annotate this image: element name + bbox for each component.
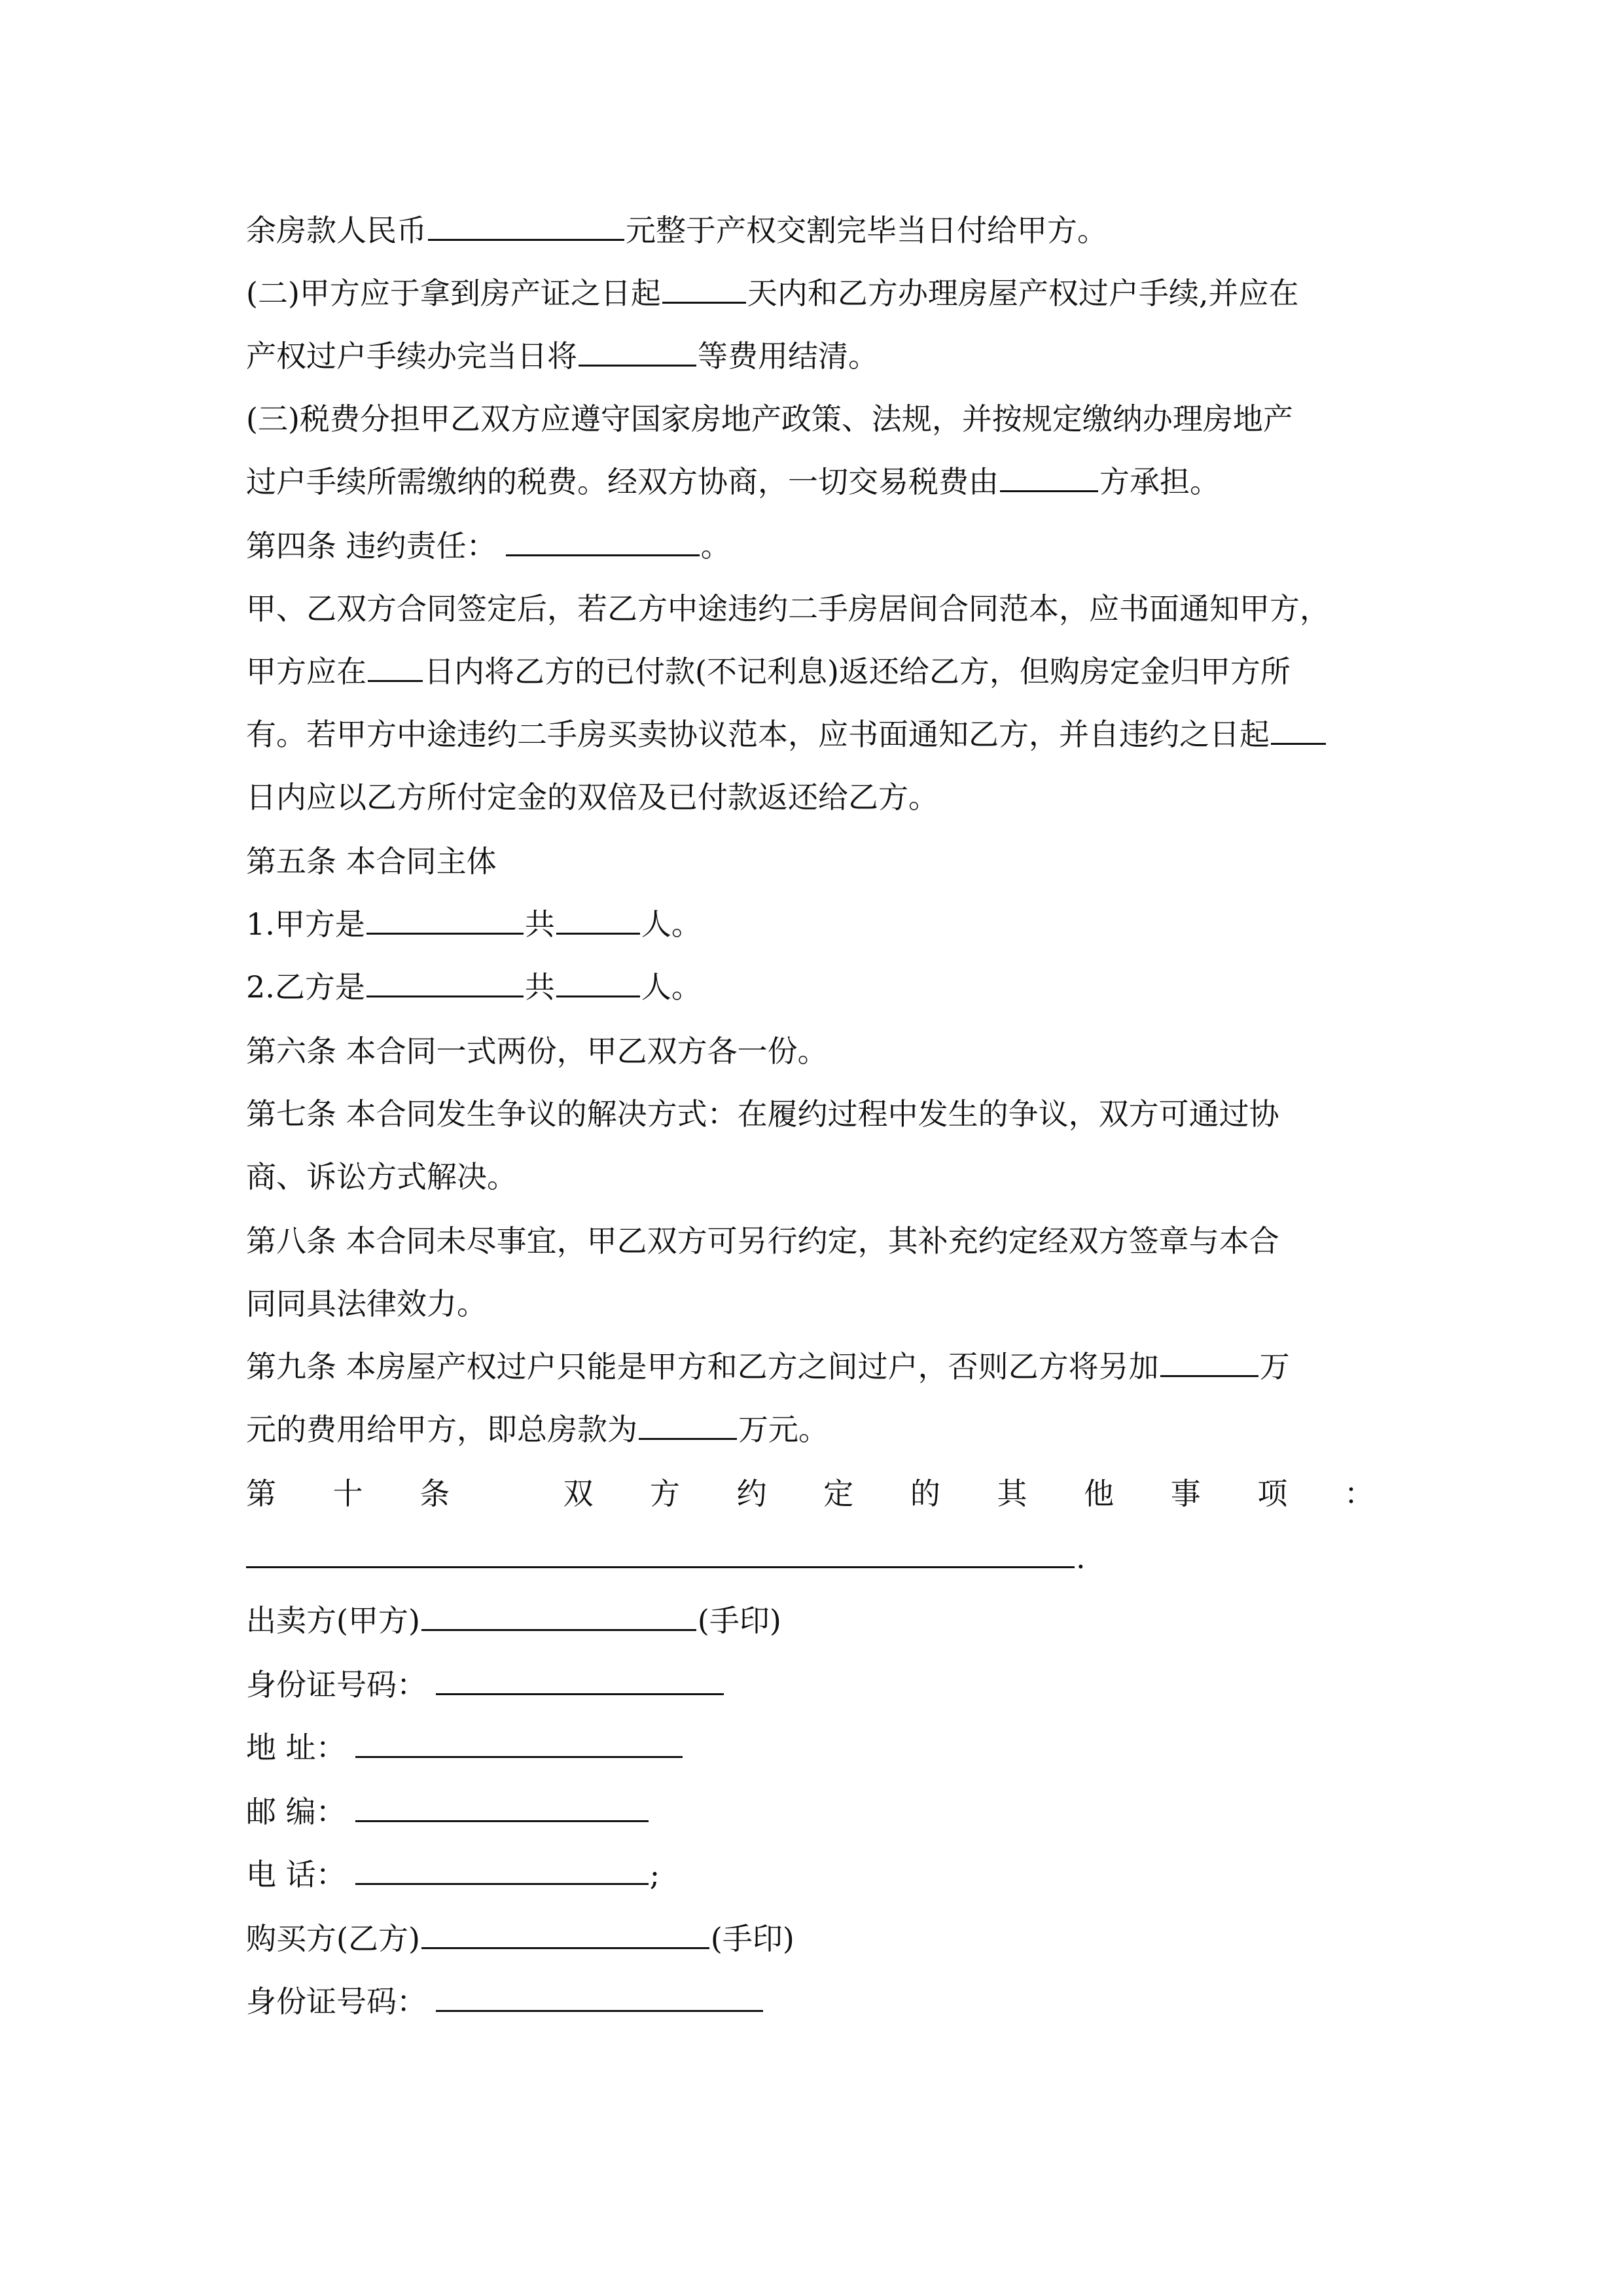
char: 第 bbox=[246, 1476, 276, 1511]
seller-postcode-blank[interactable] bbox=[355, 1794, 649, 1822]
text: 第七条 本合同发生争议的解决方式：在履约过程中发生的争议，双方可通过协 bbox=[246, 1096, 1279, 1132]
text: 余房款人民币 bbox=[246, 213, 427, 248]
text: 元整于产权交割完毕当日付给甲方。 bbox=[626, 213, 1107, 248]
text: 共 bbox=[524, 906, 555, 942]
text: 万 bbox=[1259, 1349, 1290, 1384]
article-9-line-1 bbox=[246, 1347, 1290, 1386]
buyer-id-blank[interactable] bbox=[436, 1984, 763, 2012]
article-4-line-2 bbox=[246, 652, 1291, 691]
char: ： bbox=[1344, 1476, 1374, 1511]
text: . bbox=[1076, 1540, 1086, 1575]
liability-blank[interactable] bbox=[506, 528, 700, 556]
text: 出卖方(甲方) bbox=[246, 1603, 420, 1638]
text: 等费用结清。 bbox=[698, 338, 878, 374]
text: 过户手续所需缴纳的税费。经双方协商，一切交易税费由 bbox=[246, 464, 999, 499]
text: ; bbox=[649, 1857, 660, 1892]
char: 十 bbox=[332, 1476, 363, 1511]
text: 商、诉讼方式解决。 bbox=[246, 1159, 517, 1194]
article-4-heading bbox=[246, 526, 731, 565]
text: 第九条 本房屋产权过户只能是甲方和乙方之间过户，否则乙方将另加 bbox=[246, 1349, 1159, 1384]
char: 约 bbox=[736, 1476, 767, 1511]
text: 日内应以乙方所付定金的双倍及已付款返还给乙方。 bbox=[246, 780, 938, 815]
remaining-payment-line bbox=[246, 211, 1107, 250]
text: 日内将乙方的已付款(不记利息)返还给乙方，但购房定金归甲方所 bbox=[424, 654, 1291, 689]
text: 共 bbox=[524, 969, 555, 1005]
text: 方承担。 bbox=[1099, 464, 1220, 499]
seller-id-line bbox=[246, 1665, 725, 1704]
clause-3-line-2 bbox=[246, 462, 1220, 501]
seller-address-line bbox=[246, 1728, 684, 1767]
tax-party-blank[interactable] bbox=[1000, 464, 1098, 492]
text: 购买方(乙方) bbox=[246, 1921, 420, 1956]
other-matters-blank[interactable] bbox=[246, 1540, 1075, 1568]
seller-name-blank[interactable] bbox=[421, 1603, 696, 1631]
text: 甲方应在 bbox=[246, 654, 366, 689]
article-8-line-1 bbox=[246, 1221, 1279, 1261]
text: 邮 编： bbox=[246, 1794, 346, 1829]
seller-phone-blank[interactable] bbox=[355, 1857, 649, 1885]
text: 元的费用给甲方，即总房款为 bbox=[246, 1412, 637, 1447]
text: 有。若甲方中途违约二手房买卖协议范本，应书面通知乙方，并自违约之日起 bbox=[246, 717, 1270, 752]
seller-address-blank[interactable] bbox=[355, 1730, 683, 1758]
fees-blank[interactable] bbox=[579, 338, 696, 367]
buyer-signature-line bbox=[246, 1919, 794, 1958]
article-10-blank-line bbox=[246, 1538, 1086, 1577]
char: 他 bbox=[1084, 1476, 1115, 1511]
text: 人。 bbox=[641, 969, 702, 1005]
text: 1.甲方是 bbox=[246, 906, 365, 942]
text: (手印) bbox=[697, 1603, 781, 1638]
article-5-heading bbox=[246, 842, 497, 881]
article-7-line-1 bbox=[246, 1094, 1279, 1134]
seller-phone-line bbox=[246, 1855, 660, 1894]
party-a-line bbox=[246, 905, 702, 944]
char: 其 bbox=[997, 1476, 1027, 1511]
buyer-name-blank[interactable] bbox=[421, 1921, 709, 1949]
article-4-line-4 bbox=[246, 778, 938, 817]
char: 事 bbox=[1170, 1476, 1201, 1511]
char: 定 bbox=[823, 1476, 854, 1511]
text: 万元。 bbox=[738, 1412, 829, 1447]
text: 同同具法律效力。 bbox=[246, 1286, 487, 1321]
text: 地 址： bbox=[246, 1730, 346, 1765]
clause-2-line-1 bbox=[246, 274, 1299, 313]
extra-fee-blank[interactable] bbox=[1160, 1349, 1258, 1377]
amount-blank[interactable] bbox=[428, 213, 624, 241]
party-b-count-blank[interactable] bbox=[556, 969, 640, 997]
char: 双 bbox=[563, 1476, 594, 1511]
buyer-id-line bbox=[246, 1982, 764, 2021]
text: (二)甲方应于拿到房产证之日起 bbox=[246, 276, 661, 311]
article-4-line-1 bbox=[246, 589, 1330, 628]
article-4-line-3 bbox=[246, 715, 1327, 754]
char: 项 bbox=[1257, 1476, 1288, 1511]
text: 第四条 违约责任： bbox=[246, 528, 497, 564]
text: 第八条 本合同未尽事宜，甲乙双方可另行约定，其补充约定经双方签章与本合 bbox=[246, 1223, 1279, 1259]
article-8-line-2 bbox=[246, 1284, 487, 1323]
article-9-line-2 bbox=[246, 1410, 829, 1449]
seller-postcode-line bbox=[246, 1792, 650, 1831]
text: 身份证号码： bbox=[246, 1984, 427, 2019]
text: 天内和乙方办理房屋产权过户手续,并应在 bbox=[747, 276, 1299, 311]
seller-signature-line bbox=[246, 1601, 781, 1640]
party-b-line bbox=[246, 967, 702, 1007]
text: 人。 bbox=[641, 906, 702, 942]
text: 产权过户手续办完当日将 bbox=[246, 338, 577, 374]
party-a-count-blank[interactable] bbox=[556, 906, 640, 935]
text: (手印) bbox=[710, 1921, 794, 1956]
party-b-name-blank[interactable] bbox=[366, 969, 524, 997]
seller-id-blank[interactable] bbox=[436, 1667, 724, 1695]
penalty-days-blank[interactable] bbox=[1271, 717, 1326, 745]
char: 的 bbox=[910, 1476, 940, 1511]
text: 2.乙方是 bbox=[246, 969, 365, 1005]
text: 身份证号码： bbox=[246, 1667, 427, 1702]
text: 第五条 本合同主体 bbox=[246, 844, 497, 879]
article-10-heading bbox=[246, 1474, 1374, 1513]
clause-3-line-1 bbox=[246, 399, 1293, 439]
refund-days-blank[interactable] bbox=[368, 654, 423, 682]
article-7-line-2 bbox=[246, 1157, 517, 1196]
days-blank[interactable] bbox=[662, 276, 746, 304]
char: 条 bbox=[419, 1476, 450, 1511]
text: 第六条 本合同一式两份，甲乙双方各一份。 bbox=[246, 1033, 828, 1069]
text: 甲、乙双方合同签定后，若乙方中途违约二手房居间合同范本，应书面通知甲方， bbox=[246, 591, 1330, 626]
text: (三)税费分担甲乙双方应遵守国家房地产政策、法规，并按规定缴纳办理房地产 bbox=[246, 401, 1293, 437]
article-6 bbox=[246, 1031, 828, 1071]
char: 方 bbox=[650, 1476, 681, 1511]
text: 。 bbox=[700, 528, 731, 564]
text: 电 话： bbox=[246, 1857, 346, 1892]
party-a-name-blank[interactable] bbox=[366, 906, 524, 935]
clause-2-line-2 bbox=[246, 336, 878, 376]
total-price-blank[interactable] bbox=[639, 1412, 737, 1440]
